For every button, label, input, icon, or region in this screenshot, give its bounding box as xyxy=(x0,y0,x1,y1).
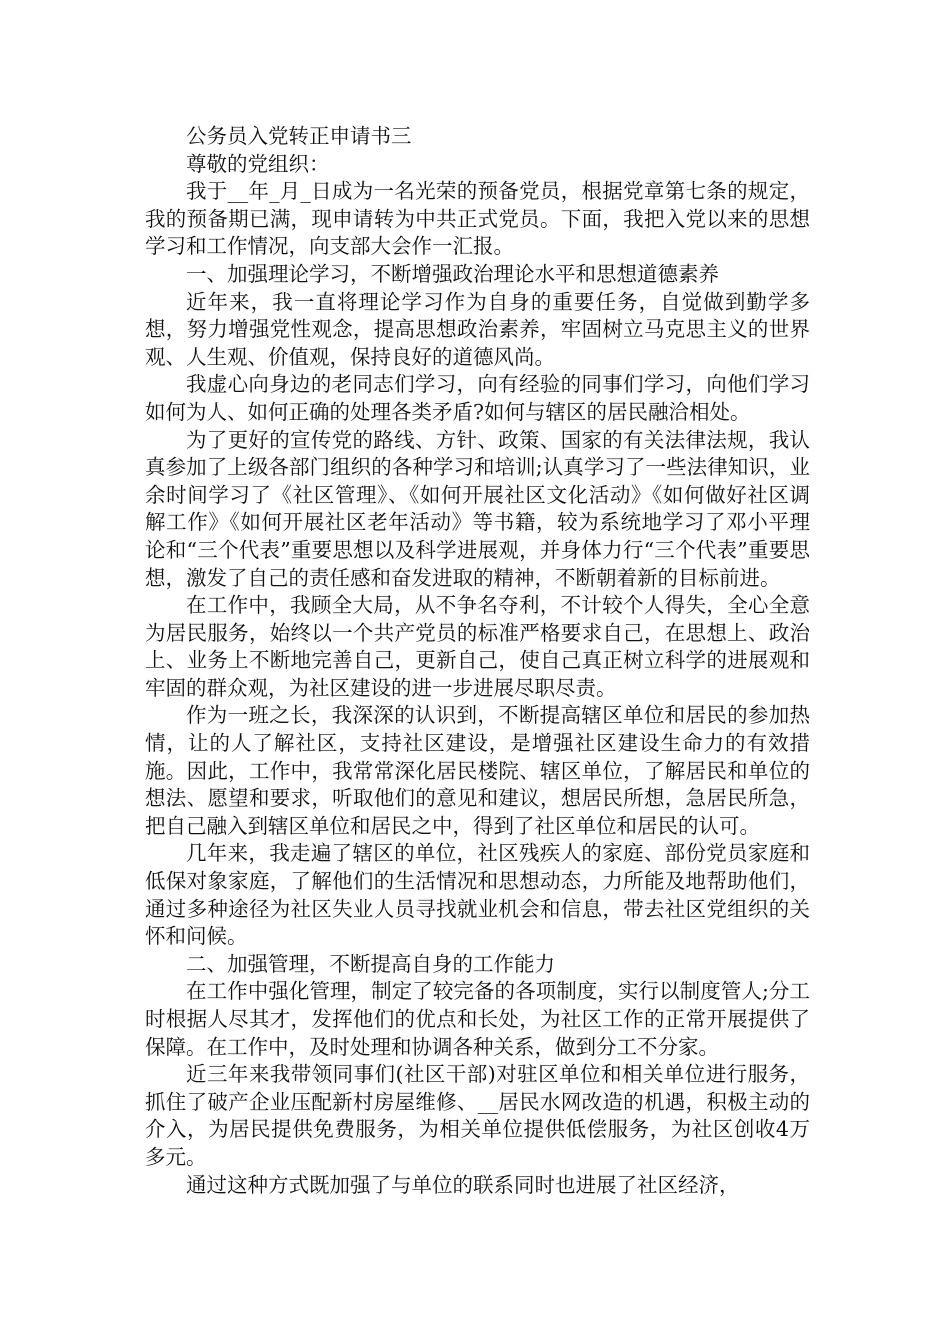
paragraph: 我虚心向身边的老同志们学习，向有经验的同事们学习，向他们学习如何为人、如何正确的处理各类矛盾?如何与辖区的居民融洽相处。 xyxy=(145,372,810,424)
section-heading-2: 二、加强管理，不断提高自身的工作能力 xyxy=(186,951,555,976)
salutation: 尊敬的党组织： xyxy=(186,151,330,176)
document-page xyxy=(145,123,810,1199)
paragraph: 近三年来我带领同事们(社区干部)对驻区单位和相关单位进行服务，抓住了破产企业压配新村房屋维修、__居民水网改造的机遇，积极主动的介入，为居民提供免费服务，为相关单位提供低偿服务，为社区创收4万多元。 xyxy=(145,1062,810,1169)
paragraph: 近年来，我一直将理论学习作为自身的重要任务，自觉做到勤学多想，努力增强党性观念，提高思想政治素养，牢固树立马克思主义的世界观、人生观、价值观，保持良好的道德风尚。 xyxy=(145,289,810,369)
paragraph: 通过这种方式既加强了与单位的联系同时也进展了社区经济， xyxy=(186,1172,740,1197)
document-title: 公务员入党转正申请书三 xyxy=(186,124,412,148)
paragraph: 作为一班之长，我深深的认识到，不断提高辖区单位和居民的参加热情，让的人了解社区，支持社区建设，是增强社区建设生命力的有效措施。因此，工作中，我常常深化居民楼院、辖区单位，了解居民和单位的想法、愿望和要求，听取他们的意见和建议，想居民所想，急居民所急，把自己融入到辖区单位和居民之中，得到了社区单位和居民的认可。 xyxy=(145,703,810,838)
section-heading-1: 一、加强理论学习，不断增强政治理论水平和思想道德素养 xyxy=(186,261,719,286)
paragraph: 几年来，我走遍了辖区的单位，社区残疾人的家庭、部份党员家庭和低保对象家庭，了解他们的生活情况和思想动态，力所能及地帮助他们，通过多种途径为社区失业人员寻找就业机会和信息，带去社区党组织的关怀和问候。 xyxy=(145,841,810,949)
paragraph: 在工作中强化管理，制定了较完备的各项制度，实行以制度管人;分工时根据人尽其才，发挥他们的优点和长处，为社区工作的正常开展提供了保障。在工作中，及时处理和协调各种关系，做到分工不分家。 xyxy=(145,979,810,1059)
paragraph: 为了更好的宣传党的路线、方针、政策、国家的有关法律法规，我认真参加了上级各部门组织的各种学习和培训;认真学习了一些法律知识，业余时间学习了《社区管理》、《如何开展社区文化活动》《如何做好社区调解工作》《如何开展社区老年活动》等书籍，较为系统地学习了邓小平理论和“三个代表”重要思想以及科学进展观，并身体力行“三个代表”重要思想，激发了自己的责任感和奋发进取的精神，不断朝着新的目标前进。 xyxy=(145,427,810,590)
paragraph: 在工作中，我顾全大局，从不争名夺利，不计较个人得失，全心全意为居民服务，始终以一个共产党员的标准严格要求自己，在思想上、政治上、业务上不断地完善自己，更新自己，使自己真正树立科学的进展观和牢固的群众观，为社区建设的进一步进展尽职尽责。 xyxy=(145,593,810,700)
paragraph-intro: 我于__年_月_日成为一名光荣的预备党员，根据党章第七条的规定，我的预备期已满，现申请转为中共正式党员。下面，我把入党以来的思想学习和工作情况，向支部大会作一汇报。 xyxy=(145,179,810,259)
